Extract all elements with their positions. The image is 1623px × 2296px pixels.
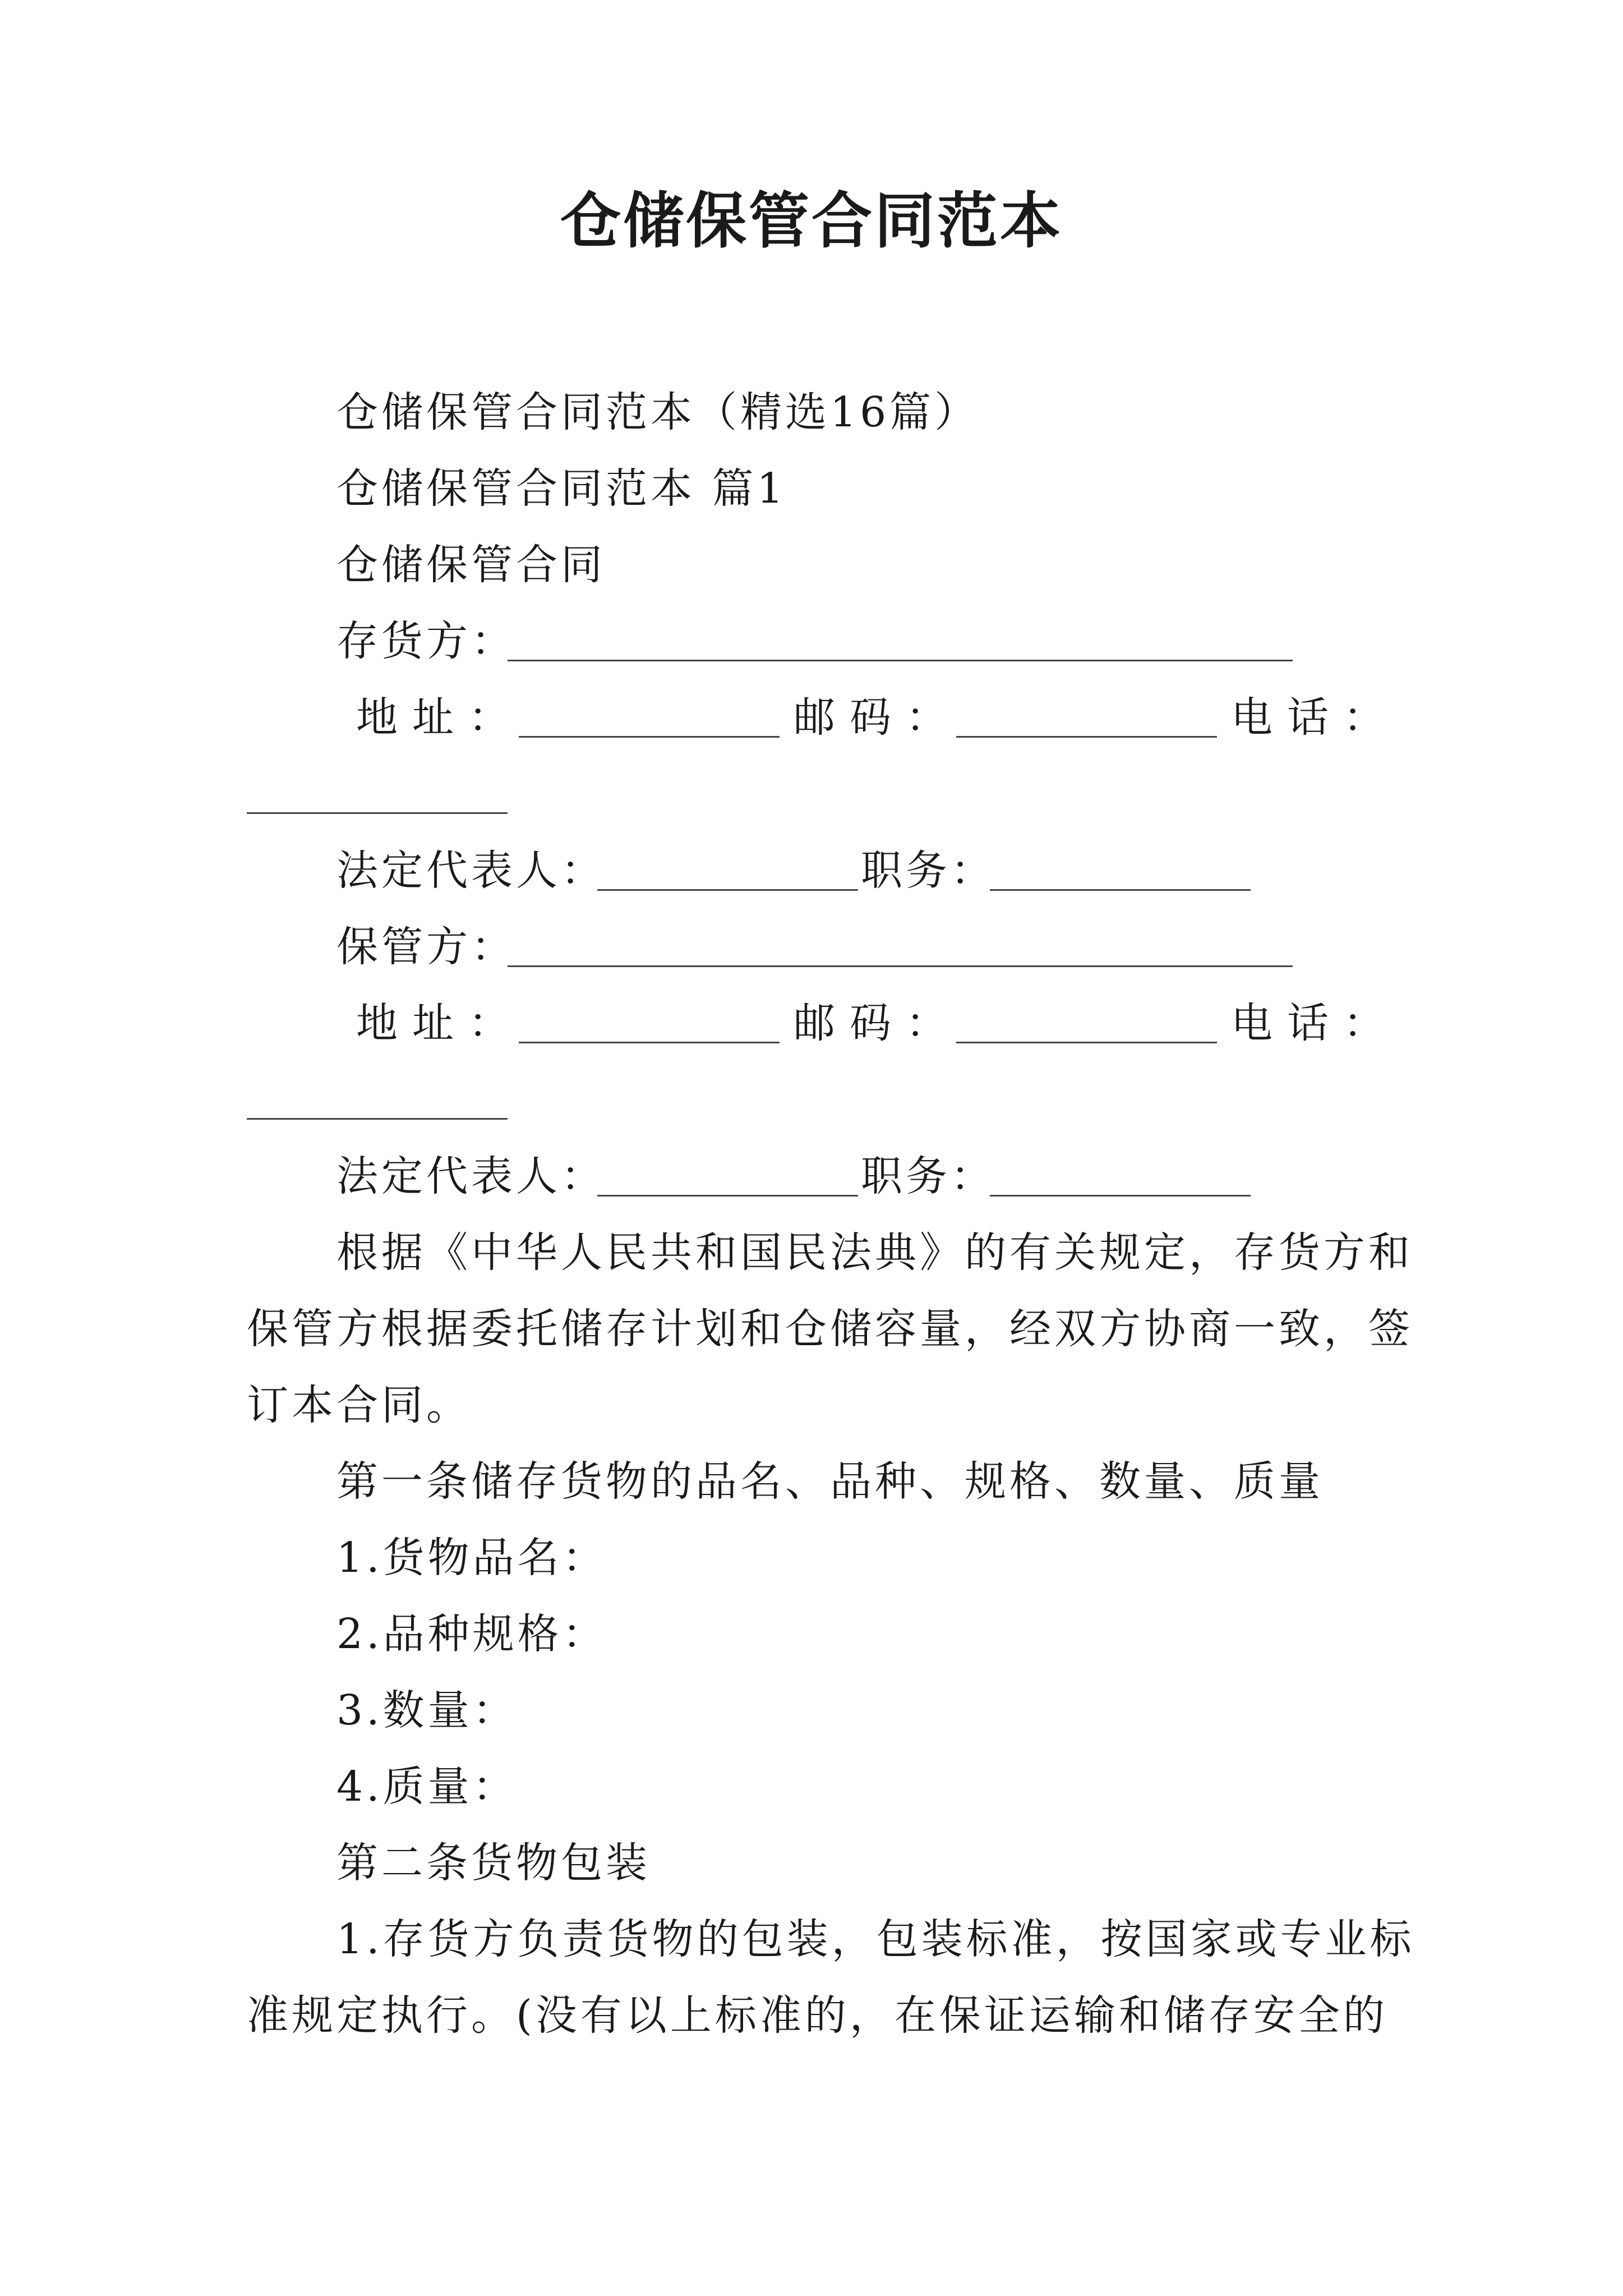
preamble-line-1: 根据《中华人民共和国民法典》的有关规定，存货方和 (336, 1228, 1413, 1277)
position-blank-1 (990, 889, 1251, 891)
preamble-line-3: 订本合同。 (247, 1381, 471, 1429)
zip-label-1: 邮码： (794, 693, 962, 742)
article-2-heading: 第二条货物包装 (336, 1839, 651, 1887)
collection-heading: 仓储保管合同范本（精选16篇） (336, 388, 980, 436)
preamble-line-2: 保管方根据委托储存计划和仓储容量，经双方协商一致，签 (247, 1305, 1413, 1353)
keeper-label: 保管方： (336, 923, 516, 971)
position-blank-2 (990, 1195, 1251, 1197)
depositor-blank (508, 660, 1293, 661)
article-1-item-2: 2.品种规格： (336, 1610, 607, 1658)
address-row-1 (356, 693, 524, 742)
article-1-heading: 第一条储存货物的品名、品种、规格、数量、质量 (336, 1457, 1324, 1506)
depositor-label: 存货方： (336, 617, 516, 665)
article-1-item-3: 3.数量： (336, 1686, 518, 1734)
phone-blank-2 (247, 1118, 508, 1120)
phone-label-2: 电话： (1231, 999, 1399, 1047)
contract-name: 仓储保管合同 (336, 541, 606, 589)
depositor-row (336, 617, 516, 665)
zip-blank-2 (956, 1042, 1217, 1043)
legal-rep-blank-2 (597, 1195, 858, 1197)
legal-rep-blank-1 (597, 889, 858, 891)
address-blank-1 (519, 736, 780, 738)
legal-rep-label-2: 法定代表人： (336, 1152, 606, 1200)
position-label-1: 职务： (861, 846, 995, 895)
article-2-para-line-1: 1.存货方负责货物的包装，包装标准，按国家或专业标 (336, 1915, 1415, 1963)
phone-label-1: 电话： (1231, 693, 1399, 742)
keeper-blank (508, 965, 1293, 967)
article-1-item-4: 4.质量： (336, 1763, 518, 1811)
address-label-1: 地址： (356, 693, 524, 742)
document-title: 仓储保管合同范本 (560, 186, 1063, 256)
position-label-2: 职务： (861, 1152, 995, 1200)
zip-blank-1 (956, 736, 1217, 738)
article-1-item-1: 1.货物品名： (336, 1534, 607, 1582)
legal-rep-label-1: 法定代表人： (336, 846, 606, 895)
address-label-2: 地址： (356, 999, 524, 1047)
section-heading: 仓储保管合同范本 篇1 (336, 464, 787, 513)
article-2-para-line-2: 准规定执行。(没有以上标准的，在保证运输和储存安全的 (247, 1991, 1388, 2040)
address-blank-2 (519, 1042, 780, 1043)
zip-label-2: 邮码： (794, 999, 962, 1047)
phone-blank-1 (247, 812, 508, 814)
